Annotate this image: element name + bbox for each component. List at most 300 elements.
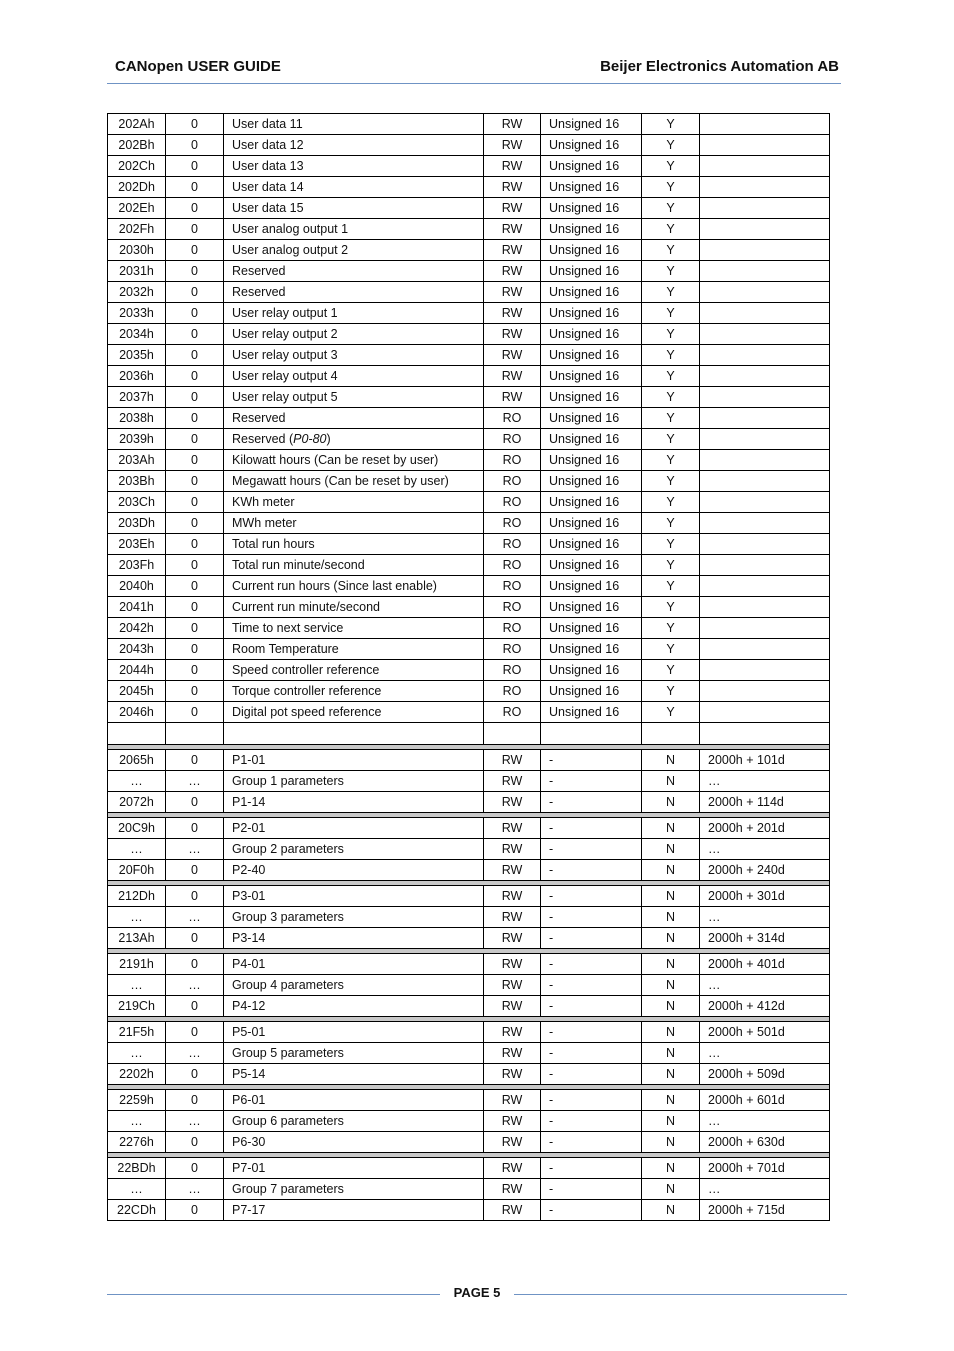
index-cell: 2038h — [108, 408, 166, 429]
notes-cell — [700, 324, 830, 345]
subindex-cell: 0 — [166, 240, 224, 261]
table-row — [108, 387, 830, 408]
notes-cell — [700, 135, 830, 156]
name-cell: Group 6 parameters — [224, 1111, 484, 1132]
notes-cell: … — [700, 771, 830, 792]
index-cell: 20F0h — [108, 860, 166, 881]
pdo-cell: Y — [642, 681, 700, 702]
notes-cell — [700, 639, 830, 660]
index-cell: 22CDh — [108, 1200, 166, 1221]
index-cell: 203Eh — [108, 534, 166, 555]
type-cell: Unsigned 16 — [541, 177, 642, 198]
table-row — [108, 261, 830, 282]
subindex-cell: 0 — [166, 1132, 224, 1153]
type-cell: Unsigned 16 — [541, 555, 642, 576]
access-cell: RW — [484, 975, 541, 996]
access-cell: RW — [484, 1132, 541, 1153]
subindex-cell: 0 — [166, 324, 224, 345]
table-row — [108, 1111, 830, 1132]
name-cell: Time to next service — [224, 618, 484, 639]
notes-cell: … — [700, 975, 830, 996]
footer-divider-right — [514, 1294, 847, 1295]
name-cell: Group 1 parameters — [224, 771, 484, 792]
table-row — [108, 996, 830, 1017]
subindex-cell: 0 — [166, 639, 224, 660]
pdo-cell: Y — [642, 345, 700, 366]
index-cell: … — [108, 1179, 166, 1200]
access-cell: RO — [484, 408, 541, 429]
notes-cell: 2000h + 240d — [700, 860, 830, 881]
pdo-cell: N — [642, 954, 700, 975]
table-row — [108, 513, 830, 534]
pdo-cell: N — [642, 1179, 700, 1200]
access-cell: RW — [484, 860, 541, 881]
table-row — [108, 324, 830, 345]
access-cell: RW — [484, 387, 541, 408]
header-divider — [107, 83, 841, 84]
index-cell: … — [108, 839, 166, 860]
table-row — [108, 792, 830, 813]
notes-cell — [700, 702, 830, 723]
notes-cell — [700, 534, 830, 555]
pdo-cell: Y — [642, 282, 700, 303]
access-cell: RW — [484, 792, 541, 813]
type-cell: - — [541, 975, 642, 996]
index-cell: 203Ch — [108, 492, 166, 513]
type-cell: Unsigned 16 — [541, 429, 642, 450]
access-cell: RW — [484, 1064, 541, 1085]
access-cell: RW — [484, 1111, 541, 1132]
index-cell: 2045h — [108, 681, 166, 702]
subindex-cell: 0 — [166, 177, 224, 198]
subindex-cell: … — [166, 839, 224, 860]
index-cell: 2039h — [108, 429, 166, 450]
index-cell: … — [108, 1043, 166, 1064]
type-cell: - — [541, 1111, 642, 1132]
name-cell: P1-14 — [224, 792, 484, 813]
access-cell: RO — [484, 492, 541, 513]
notes-cell: 2000h + 114d — [700, 792, 830, 813]
name-cell — [224, 723, 484, 745]
name-cell: P1-01 — [224, 750, 484, 771]
name-cell: P4-01 — [224, 954, 484, 975]
index-cell: … — [108, 771, 166, 792]
notes-cell — [700, 177, 830, 198]
access-cell: RW — [484, 839, 541, 860]
name-cell: P6-30 — [224, 1132, 484, 1153]
type-cell: Unsigned 16 — [541, 219, 642, 240]
type-cell: - — [541, 860, 642, 881]
access-cell: RW — [484, 114, 541, 135]
access-cell: RO — [484, 471, 541, 492]
pdo-cell: Y — [642, 660, 700, 681]
access-cell: RO — [484, 618, 541, 639]
table-row — [108, 1043, 830, 1064]
access-cell: RW — [484, 366, 541, 387]
table-row — [108, 408, 830, 429]
type-cell: Unsigned 16 — [541, 702, 642, 723]
table-row — [108, 886, 830, 907]
table-row — [108, 860, 830, 881]
notes-cell — [700, 471, 830, 492]
name-cell: Total run hours — [224, 534, 484, 555]
notes-cell — [700, 303, 830, 324]
pdo-cell: N — [642, 1043, 700, 1064]
page-number: PAGE 5 — [453, 1285, 501, 1300]
name-cell: MWh meter — [224, 513, 484, 534]
access-cell: RO — [484, 534, 541, 555]
name-cell: Reserved — [224, 282, 484, 303]
index-cell: 202Eh — [108, 198, 166, 219]
index-cell: 2041h — [108, 597, 166, 618]
index-cell: 202Bh — [108, 135, 166, 156]
pdo-cell: Y — [642, 366, 700, 387]
index-cell: 219Ch — [108, 996, 166, 1017]
index-cell — [108, 723, 166, 745]
type-cell: Unsigned 16 — [541, 366, 642, 387]
access-cell: RO — [484, 597, 541, 618]
name-cell: User relay output 4 — [224, 366, 484, 387]
notes-cell: … — [700, 1043, 830, 1064]
index-cell: 2030h — [108, 240, 166, 261]
pdo-cell: N — [642, 928, 700, 949]
table-row — [108, 576, 830, 597]
access-cell: RW — [484, 219, 541, 240]
subindex-cell: 0 — [166, 408, 224, 429]
index-cell: 203Ah — [108, 450, 166, 471]
index-cell: 2032h — [108, 282, 166, 303]
notes-cell — [700, 387, 830, 408]
subindex-cell: 0 — [166, 555, 224, 576]
table-row — [108, 303, 830, 324]
subindex-cell: 0 — [166, 1200, 224, 1221]
notes-cell — [700, 261, 830, 282]
subindex-cell: … — [166, 771, 224, 792]
index-cell: 2033h — [108, 303, 166, 324]
notes-cell — [700, 240, 830, 261]
access-cell: RO — [484, 513, 541, 534]
subindex-cell: 0 — [166, 114, 224, 135]
access-cell: RW — [484, 1043, 541, 1064]
subindex-cell: 0 — [166, 303, 224, 324]
subindex-cell: 0 — [166, 471, 224, 492]
type-cell: Unsigned 16 — [541, 324, 642, 345]
pdo-cell: Y — [642, 534, 700, 555]
table-row — [108, 450, 830, 471]
type-cell: Unsigned 16 — [541, 345, 642, 366]
index-cell: … — [108, 975, 166, 996]
subindex-cell: 0 — [166, 886, 224, 907]
pdo-cell: Y — [642, 492, 700, 513]
pdo-cell: Y — [642, 198, 700, 219]
type-cell: - — [541, 928, 642, 949]
subindex-cell: 0 — [166, 450, 224, 471]
table-row — [108, 555, 830, 576]
subindex-cell: 0 — [166, 1090, 224, 1111]
index-cell: 2259h — [108, 1090, 166, 1111]
table-row — [108, 135, 830, 156]
name-cell: P3-14 — [224, 928, 484, 949]
index-cell: 202Dh — [108, 177, 166, 198]
type-cell: Unsigned 16 — [541, 534, 642, 555]
type-cell: Unsigned 16 — [541, 681, 642, 702]
pdo-cell: N — [642, 996, 700, 1017]
pdo-cell: N — [642, 818, 700, 839]
subindex-cell: … — [166, 907, 224, 928]
index-cell: 203Dh — [108, 513, 166, 534]
table-row — [108, 723, 830, 745]
access-cell: RW — [484, 135, 541, 156]
pdo-cell: N — [642, 886, 700, 907]
name-cell: Room Temperature — [224, 639, 484, 660]
access-cell: RW — [484, 954, 541, 975]
subindex-cell: 0 — [166, 818, 224, 839]
pdo-cell: N — [642, 792, 700, 813]
pdo-cell: Y — [642, 471, 700, 492]
type-cell: - — [541, 792, 642, 813]
name-cell: Group 7 parameters — [224, 1179, 484, 1200]
pdo-cell: Y — [642, 177, 700, 198]
name-cell: KWh meter — [224, 492, 484, 513]
index-cell: 22BDh — [108, 1158, 166, 1179]
subindex-cell: 0 — [166, 681, 224, 702]
pdo-cell: Y — [642, 240, 700, 261]
table-row — [108, 1132, 830, 1153]
header-title: CANopen USER GUIDE — [115, 58, 281, 75]
pdo-cell: Y — [642, 576, 700, 597]
name-cell: Reserved — [224, 261, 484, 282]
type-cell: - — [541, 1179, 642, 1200]
type-cell: Unsigned 16 — [541, 156, 642, 177]
type-cell: Unsigned 16 — [541, 387, 642, 408]
subindex-cell: 0 — [166, 513, 224, 534]
pdo-cell: Y — [642, 513, 700, 534]
pdo-cell: Y — [642, 429, 700, 450]
access-cell: RW — [484, 345, 541, 366]
name-cell: User data 14 — [224, 177, 484, 198]
notes-cell — [700, 366, 830, 387]
type-cell: - — [541, 886, 642, 907]
index-cell: 2031h — [108, 261, 166, 282]
table-row — [108, 177, 830, 198]
subindex-cell: 0 — [166, 576, 224, 597]
name-cell: P4-12 — [224, 996, 484, 1017]
notes-cell — [700, 555, 830, 576]
access-cell: RW — [484, 261, 541, 282]
access-cell: RW — [484, 1022, 541, 1043]
type-cell: Unsigned 16 — [541, 576, 642, 597]
name-cell: User analog output 2 — [224, 240, 484, 261]
table-row — [108, 771, 830, 792]
subindex-cell: … — [166, 1111, 224, 1132]
notes-cell: 2000h + 509d — [700, 1064, 830, 1085]
pdo-cell: Y — [642, 387, 700, 408]
subindex-cell: 0 — [166, 219, 224, 240]
pdo-cell: N — [642, 975, 700, 996]
pdo-cell: Y — [642, 261, 700, 282]
index-cell: 2042h — [108, 618, 166, 639]
name-cell: User analog output 1 — [224, 219, 484, 240]
name-cell: Reserved (P0-80) — [224, 429, 484, 450]
name-cell: User data 11 — [224, 114, 484, 135]
subindex-cell — [166, 723, 224, 745]
type-cell: Unsigned 16 — [541, 618, 642, 639]
type-cell: Unsigned 16 — [541, 114, 642, 135]
pdo-cell: N — [642, 771, 700, 792]
notes-cell: … — [700, 1179, 830, 1200]
type-cell: - — [541, 1090, 642, 1111]
subindex-cell: 0 — [166, 135, 224, 156]
type-cell: Unsigned 16 — [541, 303, 642, 324]
notes-cell — [700, 114, 830, 135]
subindex-cell: 0 — [166, 928, 224, 949]
notes-cell — [700, 660, 830, 681]
index-cell: 2191h — [108, 954, 166, 975]
name-cell: P3-01 — [224, 886, 484, 907]
access-cell: RO — [484, 555, 541, 576]
subindex-cell: … — [166, 975, 224, 996]
index-cell: 203Bh — [108, 471, 166, 492]
table-row — [108, 240, 830, 261]
table-row — [108, 818, 830, 839]
type-cell: - — [541, 954, 642, 975]
name-cell: Group 2 parameters — [224, 839, 484, 860]
subindex-cell: … — [166, 1179, 224, 1200]
name-cell: User data 15 — [224, 198, 484, 219]
access-cell: RW — [484, 177, 541, 198]
name-cell: P7-17 — [224, 1200, 484, 1221]
notes-cell — [700, 576, 830, 597]
name-cell: User relay output 5 — [224, 387, 484, 408]
index-cell: 203Fh — [108, 555, 166, 576]
access-cell: RO — [484, 429, 541, 450]
access-cell: RW — [484, 198, 541, 219]
table-row — [108, 1200, 830, 1221]
pdo-cell: Y — [642, 156, 700, 177]
index-cell: 202Ah — [108, 114, 166, 135]
notes-cell: 2000h + 601d — [700, 1090, 830, 1111]
table-row — [108, 750, 830, 771]
index-cell: 2035h — [108, 345, 166, 366]
type-cell: Unsigned 16 — [541, 198, 642, 219]
subindex-cell: 0 — [166, 1158, 224, 1179]
name-cell: Kilowatt hours (Can be reset by user) — [224, 450, 484, 471]
name-cell: Torque controller reference — [224, 681, 484, 702]
type-cell: - — [541, 839, 642, 860]
table-row — [108, 597, 830, 618]
type-cell: Unsigned 16 — [541, 408, 642, 429]
index-cell: 2065h — [108, 750, 166, 771]
access-cell: RW — [484, 928, 541, 949]
access-cell: RW — [484, 156, 541, 177]
access-cell: RO — [484, 702, 541, 723]
access-cell: RW — [484, 1179, 541, 1200]
pdo-cell: Y — [642, 702, 700, 723]
notes-cell: 2000h + 701d — [700, 1158, 830, 1179]
name-cell: User relay output 2 — [224, 324, 484, 345]
table-row — [108, 345, 830, 366]
pdo-cell: Y — [642, 618, 700, 639]
notes-cell — [700, 597, 830, 618]
access-cell: RO — [484, 660, 541, 681]
type-cell: Unsigned 16 — [541, 660, 642, 681]
notes-cell: … — [700, 1111, 830, 1132]
table-row — [108, 1179, 830, 1200]
type-cell: Unsigned 16 — [541, 261, 642, 282]
subindex-cell: 0 — [166, 198, 224, 219]
subindex-cell: 0 — [166, 750, 224, 771]
table-row — [108, 681, 830, 702]
table-row — [108, 618, 830, 639]
type-cell: Unsigned 16 — [541, 282, 642, 303]
subindex-cell: 0 — [166, 702, 224, 723]
pdo-cell: Y — [642, 597, 700, 618]
notes-cell: … — [700, 907, 830, 928]
table-row — [108, 928, 830, 949]
subindex-cell: 0 — [166, 492, 224, 513]
footer-divider-left — [107, 1294, 440, 1295]
name-cell: P2-01 — [224, 818, 484, 839]
subindex-cell: 0 — [166, 996, 224, 1017]
notes-cell: 2000h + 401d — [700, 954, 830, 975]
access-cell: RW — [484, 1158, 541, 1179]
type-cell: Unsigned 16 — [541, 450, 642, 471]
access-cell: RW — [484, 240, 541, 261]
access-cell: RW — [484, 907, 541, 928]
index-cell: 21F5h — [108, 1022, 166, 1043]
pdo-cell: Y — [642, 450, 700, 471]
name-cell: User relay output 3 — [224, 345, 484, 366]
pdo-cell: N — [642, 1200, 700, 1221]
pdo-cell: N — [642, 1158, 700, 1179]
subindex-cell: 0 — [166, 792, 224, 813]
index-cell: 20C9h — [108, 818, 166, 839]
type-cell: - — [541, 1132, 642, 1153]
subindex-cell: 0 — [166, 954, 224, 975]
table-row — [108, 492, 830, 513]
index-cell: 2036h — [108, 366, 166, 387]
type-cell: Unsigned 16 — [541, 471, 642, 492]
notes-cell: 2000h + 501d — [700, 1022, 830, 1043]
subindex-cell: 0 — [166, 860, 224, 881]
type-cell: - — [541, 1064, 642, 1085]
notes-cell: 2000h + 715d — [700, 1200, 830, 1221]
name-cell: Current run hours (Since last enable) — [224, 576, 484, 597]
notes-cell — [700, 408, 830, 429]
subindex-cell: 0 — [166, 534, 224, 555]
pdo-cell: Y — [642, 639, 700, 660]
table-row — [108, 1022, 830, 1043]
table-row — [108, 954, 830, 975]
access-cell: RW — [484, 818, 541, 839]
type-cell: - — [541, 771, 642, 792]
type-cell: Unsigned 16 — [541, 492, 642, 513]
pdo-cell: N — [642, 1111, 700, 1132]
access-cell — [484, 723, 541, 745]
index-cell: 212Dh — [108, 886, 166, 907]
index-cell: … — [108, 1111, 166, 1132]
index-cell: 2202h — [108, 1064, 166, 1085]
access-cell: RW — [484, 996, 541, 1017]
type-cell: Unsigned 16 — [541, 135, 642, 156]
notes-cell — [700, 723, 830, 745]
notes-cell — [700, 282, 830, 303]
notes-cell: 2000h + 201d — [700, 818, 830, 839]
notes-cell — [700, 156, 830, 177]
index-cell: 2037h — [108, 387, 166, 408]
type-cell: - — [541, 1200, 642, 1221]
name-cell: Total run minute/second — [224, 555, 484, 576]
